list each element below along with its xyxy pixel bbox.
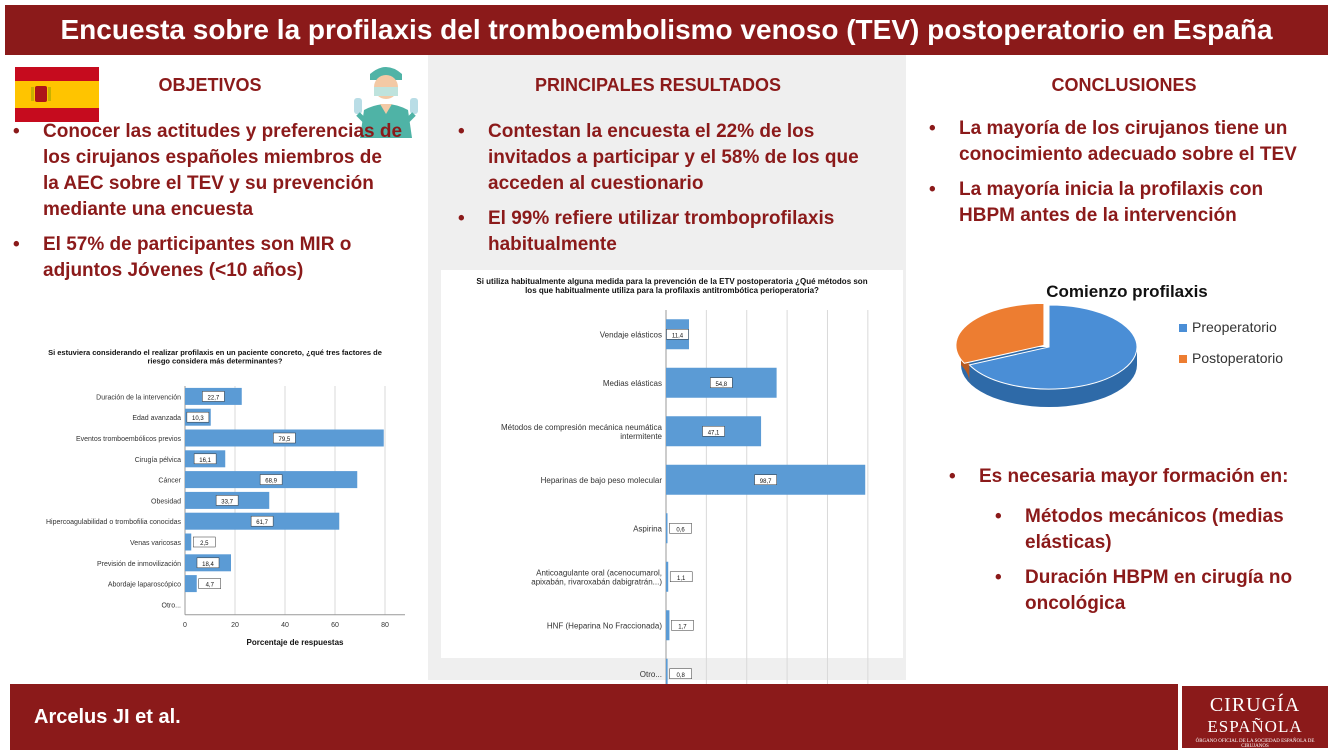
category-label: Duración de la intervención xyxy=(96,394,181,402)
legend-label: Preoperatorio xyxy=(1192,319,1277,335)
data-label: 1,1 xyxy=(677,575,686,582)
tick-label: 20 xyxy=(231,621,239,629)
legend-label: Postoperatorio xyxy=(1192,350,1284,366)
tick-label: 80 xyxy=(381,621,389,629)
logo-line-3: ÓRGANO OFICIAL DE LA SOCIEDAD ESPAÑOLA DE CIRUJANOS xyxy=(1195,739,1315,749)
resultados-heading: PRINCIPALES RESULTADOS xyxy=(534,75,781,95)
category-label: Hipercoagulabilidad o trombofilia conocidas xyxy=(45,519,181,527)
logo-line-1: CIRUGÍA xyxy=(1209,694,1301,716)
data-label: 0,6 xyxy=(676,527,685,534)
bar xyxy=(666,562,668,592)
data-label: 4,7 xyxy=(205,582,214,589)
list-item: • Duración HBPM en cirugía no oncológica xyxy=(995,565,1315,617)
chart-title: Comienzo profilaxis xyxy=(1046,282,1208,301)
category-label: HNF (Heparina No Fraccionada) xyxy=(546,621,662,631)
author-label: Arcelus JI et al. xyxy=(34,706,181,728)
data-label: 22,7 xyxy=(207,395,220,402)
list-item: • Métodos mecánicos (medias elásticas) xyxy=(995,504,1315,556)
category-label: Venas varicosas xyxy=(130,540,181,547)
category-label: Abordaje laparoscópico xyxy=(107,581,181,589)
data-label: 11,4 xyxy=(671,333,684,340)
formacion-sublist xyxy=(995,504,1315,626)
data-label: 79,5 xyxy=(278,437,291,443)
data-label: 18,4 xyxy=(202,561,214,568)
conclusiones-list xyxy=(929,116,1309,238)
objetivos-heading: OBJETIVOS xyxy=(158,75,262,95)
conclusiones-heading: CONCLUSIONES xyxy=(1051,75,1197,95)
list-item: • El 57% de participantes son MIR o adjuntos Jóvenes (<10 años) xyxy=(13,232,403,284)
data-label: 1,7 xyxy=(678,624,687,631)
data-label: 0,8 xyxy=(676,672,685,679)
tick-label: 40 xyxy=(281,621,289,629)
category-label: Obesidad xyxy=(151,498,181,506)
poster-title-banner xyxy=(5,5,1328,55)
journal-logo xyxy=(1180,684,1330,750)
category-label: Métodos de compresión mecánica neumática intermitente xyxy=(501,422,662,441)
list-item: • El 99% refiere utilizar tromboprofilaxis habitualmente xyxy=(458,206,878,258)
legend-swatch xyxy=(1179,355,1187,363)
data-label: 47,1 xyxy=(707,430,720,437)
category-label: Anticoagulante oral (acenocumarol, apixabán, rivaroxabán dabigratrán...) xyxy=(531,568,662,587)
logo-line-2: ESPAÑOLA xyxy=(1207,717,1303,736)
list-item: • La mayoría inicia la profilaxis con HBPM antes de la intervención xyxy=(929,177,1309,229)
list-item: • Contestan la encuesta el 22% de los invitados a participar y el 58% de los que acceden al cuestionario xyxy=(458,119,878,197)
data-label: 10,3 xyxy=(192,416,204,423)
data-label: 68,9 xyxy=(265,478,277,485)
bar xyxy=(185,575,197,592)
list-item: • La mayoría de los cirujanos tiene un conocimiento adecuado sobre el TEV xyxy=(929,116,1309,168)
legend-swatch xyxy=(1179,324,1187,332)
prophylaxis-methods-chart xyxy=(441,270,903,679)
bar xyxy=(185,534,191,551)
data-label: 54,8 xyxy=(715,381,728,388)
category-label: Eventos tromboembólicos previos xyxy=(75,436,181,443)
category-label: Aspirina xyxy=(633,524,662,534)
data-label: 33,7 xyxy=(221,499,233,506)
category-label: Otro... xyxy=(639,669,662,679)
x-axis-label: Porcentaje de respuestas xyxy=(246,637,344,647)
chart-title: Si estuviera considerando el realizar profilaxis en un paciente concreto, ¿qué tres factores de riesgo considera más determinantes? xyxy=(48,348,382,366)
objetivos-column xyxy=(5,55,425,680)
category-label: Heparinas de bajo peso molecular xyxy=(540,475,662,485)
list-item: • Es necesaria mayor formación en: xyxy=(949,464,1319,490)
bar xyxy=(666,610,669,640)
category-label: Cáncer xyxy=(158,477,181,485)
category-label: Previsión de inmovilización xyxy=(96,560,181,568)
category-label: Medias elásticas xyxy=(602,378,662,388)
resultados-list xyxy=(458,119,878,267)
conclusiones-column xyxy=(909,55,1333,680)
poster-title: Encuesta sobre la profilaxis del tromboembolismo venoso (TEV) postoperatorio en España xyxy=(60,14,1273,45)
category-label: Cirugía pélvica xyxy=(134,456,181,464)
pie-chart-comienzo xyxy=(949,277,1329,437)
data-label: 2,5 xyxy=(200,541,209,547)
tick-label: 60 xyxy=(331,621,339,629)
tick-label: 0 xyxy=(183,621,187,629)
resultados-column xyxy=(428,55,906,680)
spain-flag-icon xyxy=(15,67,99,122)
category-label: Edad avanzada xyxy=(132,415,181,423)
objetivos-list xyxy=(13,119,403,293)
list-item: • Conocer las actitudes y preferencias de los cirujanos españoles miembros de la AEC sobre el TEV y su prevención mediante una encuesta xyxy=(13,119,403,223)
bar xyxy=(666,513,668,543)
risk-factors-chart xyxy=(15,343,420,663)
data-label: 98,7 xyxy=(759,478,772,485)
footer-bar xyxy=(10,684,1178,750)
chart-title: Si utiliza habitualmente alguna medida para la prevención de la ETV postoperatoria ¿Qué métodos son los que habitualmente utiliza para la profilaxis antitrombótica perioperatoria? xyxy=(476,277,868,295)
data-label: 61,7 xyxy=(256,520,268,527)
data-label: 16,1 xyxy=(199,457,211,464)
category-label: Vendaje elásticos xyxy=(599,330,662,340)
formacion-list xyxy=(949,464,1319,499)
category-label: Otro... xyxy=(161,602,181,610)
